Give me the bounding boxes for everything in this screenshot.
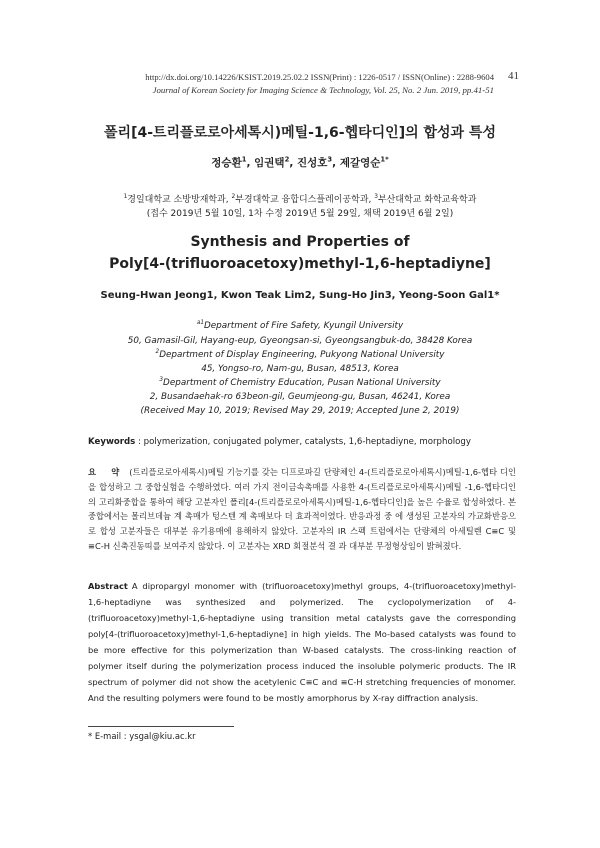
affil-text: 부경대학교 융합디스플레이공학과,	[235, 195, 375, 205]
author-sup: 1*	[380, 155, 389, 164]
author-name: 진성호	[296, 157, 328, 169]
author-name: 제갈영순	[339, 157, 381, 169]
affil-text: 부산대학교 화학교육학과	[377, 195, 477, 205]
english-affiliation-3-address: 2, Busandaehak-ro 63beon-gil, Geumjeong-gu, Busan, 46241, Korea	[149, 392, 451, 402]
korean-authors	[0, 155, 600, 170]
page-number: 41	[508, 70, 519, 82]
author-name: 정승환	[211, 157, 242, 169]
english-affiliation-1-address: 50, Gamasil-Gil, Hayang-eup, Gyeongsan-si, Gyeongsangbuk-do, 38428 Korea	[127, 336, 473, 346]
korean-abstract-text: (트리플로로아세톡시)메틸 기능기를 갖는 디프로파길 단량체인 4-(트리플로로아세톡시)메틸-1,6-헵타 디인을 합성하고 그 중합실험을 수행하였다. 여러 가지 전이금속촉매를 사용한 4-(트리플로로아세톡시)메틸 -1,6-헵타디인의 고리화중합을 통하여 해당 고분자인 폴리[4-(트리플로로아세톡시)메틸-1,6-헵타디인]을 높은 수율로 합성하였다. 본 중합에서는 몰리브데늄 계 촉매가 텅스텐 계 촉매보다 더 효과적이였다. 반응과정 중 에 생성된 고분자의 가교화반응으로 합성 고분자들은 대부분 유기용매에 용해하지 않았다. 고분자의 IR 스펙 트럼에서는 단량체의 아세틸렌 C≡C 및 ≡C-H 신축진동띠를 보여주지 않았다. 이 고분자는 XRD 회절분석 결 과 대부분 무정형상임이 밝혀졌다.	[88, 467, 517, 551]
received-dates: (Received May 10, 2019; Revised May 29, 2019; Accepted June 2, 2019)	[140, 406, 460, 416]
affil-text: 경일대학교 소방방재학과,	[127, 195, 232, 205]
english-title-line2: Poly[4-(trifluoroacetoxy)methyl-1,6-heptadiyne]	[109, 256, 491, 272]
keywords	[88, 437, 471, 447]
author-sep: ,	[332, 157, 340, 169]
journal-line: Journal of Korean Society for Imaging Science & Technology, Vol. 25, No. 2 Jun. 2019, pp.41-51	[152, 85, 494, 95]
author-sep: ,	[289, 157, 297, 169]
english-affiliation-2-address: 45, Yongso-ro, Nam-gu, Busan, 48513, Korea	[201, 364, 399, 374]
footnote-rule	[88, 726, 234, 727]
english-authors: Seung-Hwan Jeong1, Kwon Teak Lim2, Sung-Ho Jin3, Yeong-Soon Gal1*	[100, 290, 500, 301]
affil-sup: 3	[374, 194, 378, 200]
affil-text: Department of Display Engineering, Pukyong National University	[159, 350, 445, 360]
english-affiliation-2	[0, 350, 600, 360]
english-abstract-text: A dipropargyl monomer with (trifluoroacetoxy)methyl groups, 4-(trifluoroacetoxy)methyl-1,6-heptadiyne was synthesized and polymerized. The cyclopolymerization of 4-(trifluoroacetoxy)methyl-1,6-heptadiyne using transition metal catalysts gave the corresponding poly[4-(trifluoroacetoxy)methyl-1,6-heptadiyne] in high yields. The Mo-based catalysts was found to be more effective for this polymerization than W-based catalysts. The cross-linking reaction of polymer itself during the polymerization process induced the insoluble polymeric products. The IR spectrum of polymer did not show the acetylenic C≡C and ≡C-H stretching frequencies of monomer. And the resulting polymers were found to be mostly amorphorus by X-ray diffraction analysis.	[88, 581, 516, 703]
english-abstract	[88, 578, 516, 706]
english-title-line1: Synthesis and Properties of	[190, 234, 410, 250]
korean-affiliations	[0, 192, 600, 205]
author-sep: ,	[246, 157, 255, 169]
english-affiliation-3	[0, 378, 600, 388]
affil-sup: a1	[196, 320, 204, 327]
author-name: 임권택	[254, 157, 285, 169]
keywords-label: Keywords	[88, 437, 136, 447]
korean-dates: (접수 2019년 5월 10일, 1차 수정 2019년 5월 29일, 채택 2019년 6월 2일)	[146, 209, 454, 219]
keywords-text: : polymerization, conjugated polymer, catalysts, 1,6-heptadiyne, morphology	[135, 437, 471, 447]
english-affiliation-1	[0, 321, 600, 331]
author-sup: 2	[284, 155, 290, 164]
doi-issn-line: http://dx.doi.org/10.14226/KSIST.2019.25.02.2 ISSN(Print) : 1226-0517 / ISSN(Online) : 2288-9604	[145, 72, 494, 82]
english-abstract-label: Abstract	[88, 581, 128, 591]
korean-abstract	[88, 465, 516, 554]
affil-sup: 2	[155, 349, 160, 356]
affil-sup: 2	[231, 194, 236, 200]
affil-text: Department of Fire Safety, Kyungil University	[203, 321, 404, 331]
footnote-email: * E-mail : ysgal@kiu.ac.kr	[88, 731, 196, 741]
author-sup: 3	[327, 155, 333, 164]
affil-text: Department of Chemistry Education, Pusan National University	[163, 378, 441, 388]
author-sup: 1	[241, 155, 247, 164]
korean-abstract-label: 요 약	[88, 467, 126, 477]
affil-sup: 1	[123, 194, 128, 200]
affil-sup: 3	[159, 377, 164, 384]
korean-title: 폴리[4-트리플로로아세톡시)메틸-1,6-헵타디인]의 합성과 특성	[104, 125, 496, 141]
